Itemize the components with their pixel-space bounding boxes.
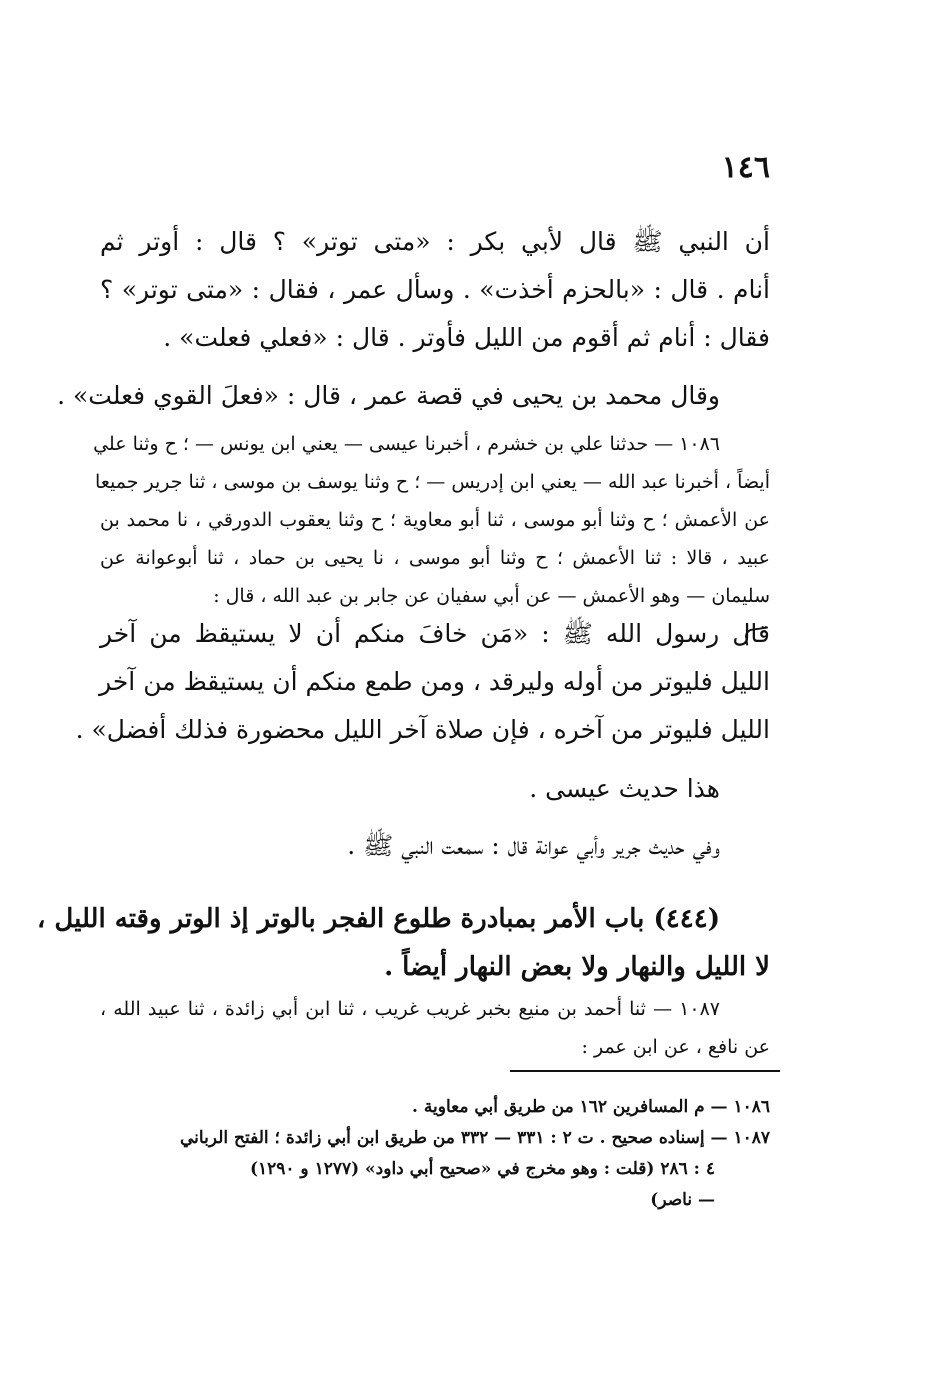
- text-line: الليل فليوتر من آخره ، فإن صلاة آخر الليل محضورة فذلك أفضل» .: [75, 715, 770, 744]
- footnote-divider: [510, 1070, 780, 1072]
- paragraph-muhammad-yahya: [57, 372, 770, 420]
- footnote-1087: ١٠٨٧ — إسناده صحيح . ت ٢ : ٣٣١ — ٣٣٢ من طريق ابن أبي زائدة ؛ الفتح الرباني: [180, 1128, 770, 1148]
- text-line: سليمان — وهو الأعمش — عن أبي سفيان عن جابر بن عبد الله ، قال :: [213, 585, 770, 607]
- paragraph-abu-bakr-umar: [100, 218, 770, 362]
- text-line: وفي حديث جرير وأبي عوانة قال : سمعت النبي ﷺ .: [347, 831, 720, 860]
- footnote-1086: ١٠٨٦ — م المسافرين ١٦٢ من طريق أبي معاوية .: [412, 1097, 770, 1117]
- hadith-1086-matn: [75, 610, 770, 754]
- heading-line: (٤٤٤) باب الأمر بمبادرة طلوع الفجر بالوتر إذ الوتر وقته الليل ،: [36, 904, 720, 934]
- text-line: ١٠٨٦ — حدثنا علي بن خشرم ، أخبرنا عيسى — يعني ابن يونس — ؛ ح وثنا علي: [93, 433, 720, 455]
- page-number: ١٤٦: [721, 150, 770, 185]
- text-line: عبيد ، قالا : ثنا الأعمش ؛ ح وثنا أبو موسى ، نا يحيى بن حماد ، ثنا أبوعوانة عن: [100, 547, 770, 569]
- text-line: قال رسول الله ﷺ : «مَن خافَ منكم أن لا يستيقظ من آخر: [100, 619, 770, 648]
- text-line: فقال : أنام ثم أقوم من الليل فأوتر . قال : «فعلي فعلت» .: [163, 323, 770, 352]
- text-line: ١٠٨٧ — ثنا أحمد بن منيع بخبر غريب غريب ، ثنا ابن أبي زائدة ، ثنا عبيد الله ،: [100, 998, 720, 1020]
- footnotes: [100, 1092, 770, 1216]
- chapter-heading: [36, 895, 770, 991]
- text-line: وقال محمد بن يحيى في قصة عمر ، قال : «فعلَ القوي فعلت» .: [57, 381, 720, 410]
- hadith-1087-isnad: [100, 990, 770, 1066]
- text-line: عن الأعمش ؛ ح وثنا أبو موسى ، ثنا أبو معاوية ؛ ح وثنا يعقوب الدورقي ، نا محمد بن: [100, 509, 770, 531]
- heading-line: لا الليل والنهار ولا بعض النهار أيضاً .: [384, 952, 770, 982]
- text-line: أنام . قال : «بالحزم أخذت» . وسأل عمر ، فقال : «متى توتر» ؟: [100, 275, 770, 304]
- note-isa: [100, 765, 770, 813]
- footnote-1087-cont: ٤ : ٢٨٦ (قلت : وهو مخرج في «صحيح أبي داود» (١٢٧٧ و ١٢٩٠): [249, 1159, 715, 1179]
- text-line: الليل فليوتر من أوله وليرقد ، ومن طمع منكم أن يستيقظ من آخر: [99, 667, 770, 696]
- text-line: أيضاً ، أخبرنا عبد الله — يعني ابن إدريس — ؛ ح وثنا يوسف بن موسى ، ثنا جرير جميعا: [95, 471, 770, 493]
- text-line: أن النبي ﷺ قال لأبي بكر : «متى توتر» ؟ قال : أوتر ثم: [100, 227, 770, 256]
- note-jarir: [100, 822, 770, 870]
- footnote-1087-cont: — ناصر): [650, 1190, 715, 1210]
- text-line: هذا حديث عيسى .: [529, 774, 720, 803]
- text-line: عن نافع ، عن ابن عمر :: [581, 1036, 770, 1058]
- hadith-1086-isnad: [93, 425, 770, 615]
